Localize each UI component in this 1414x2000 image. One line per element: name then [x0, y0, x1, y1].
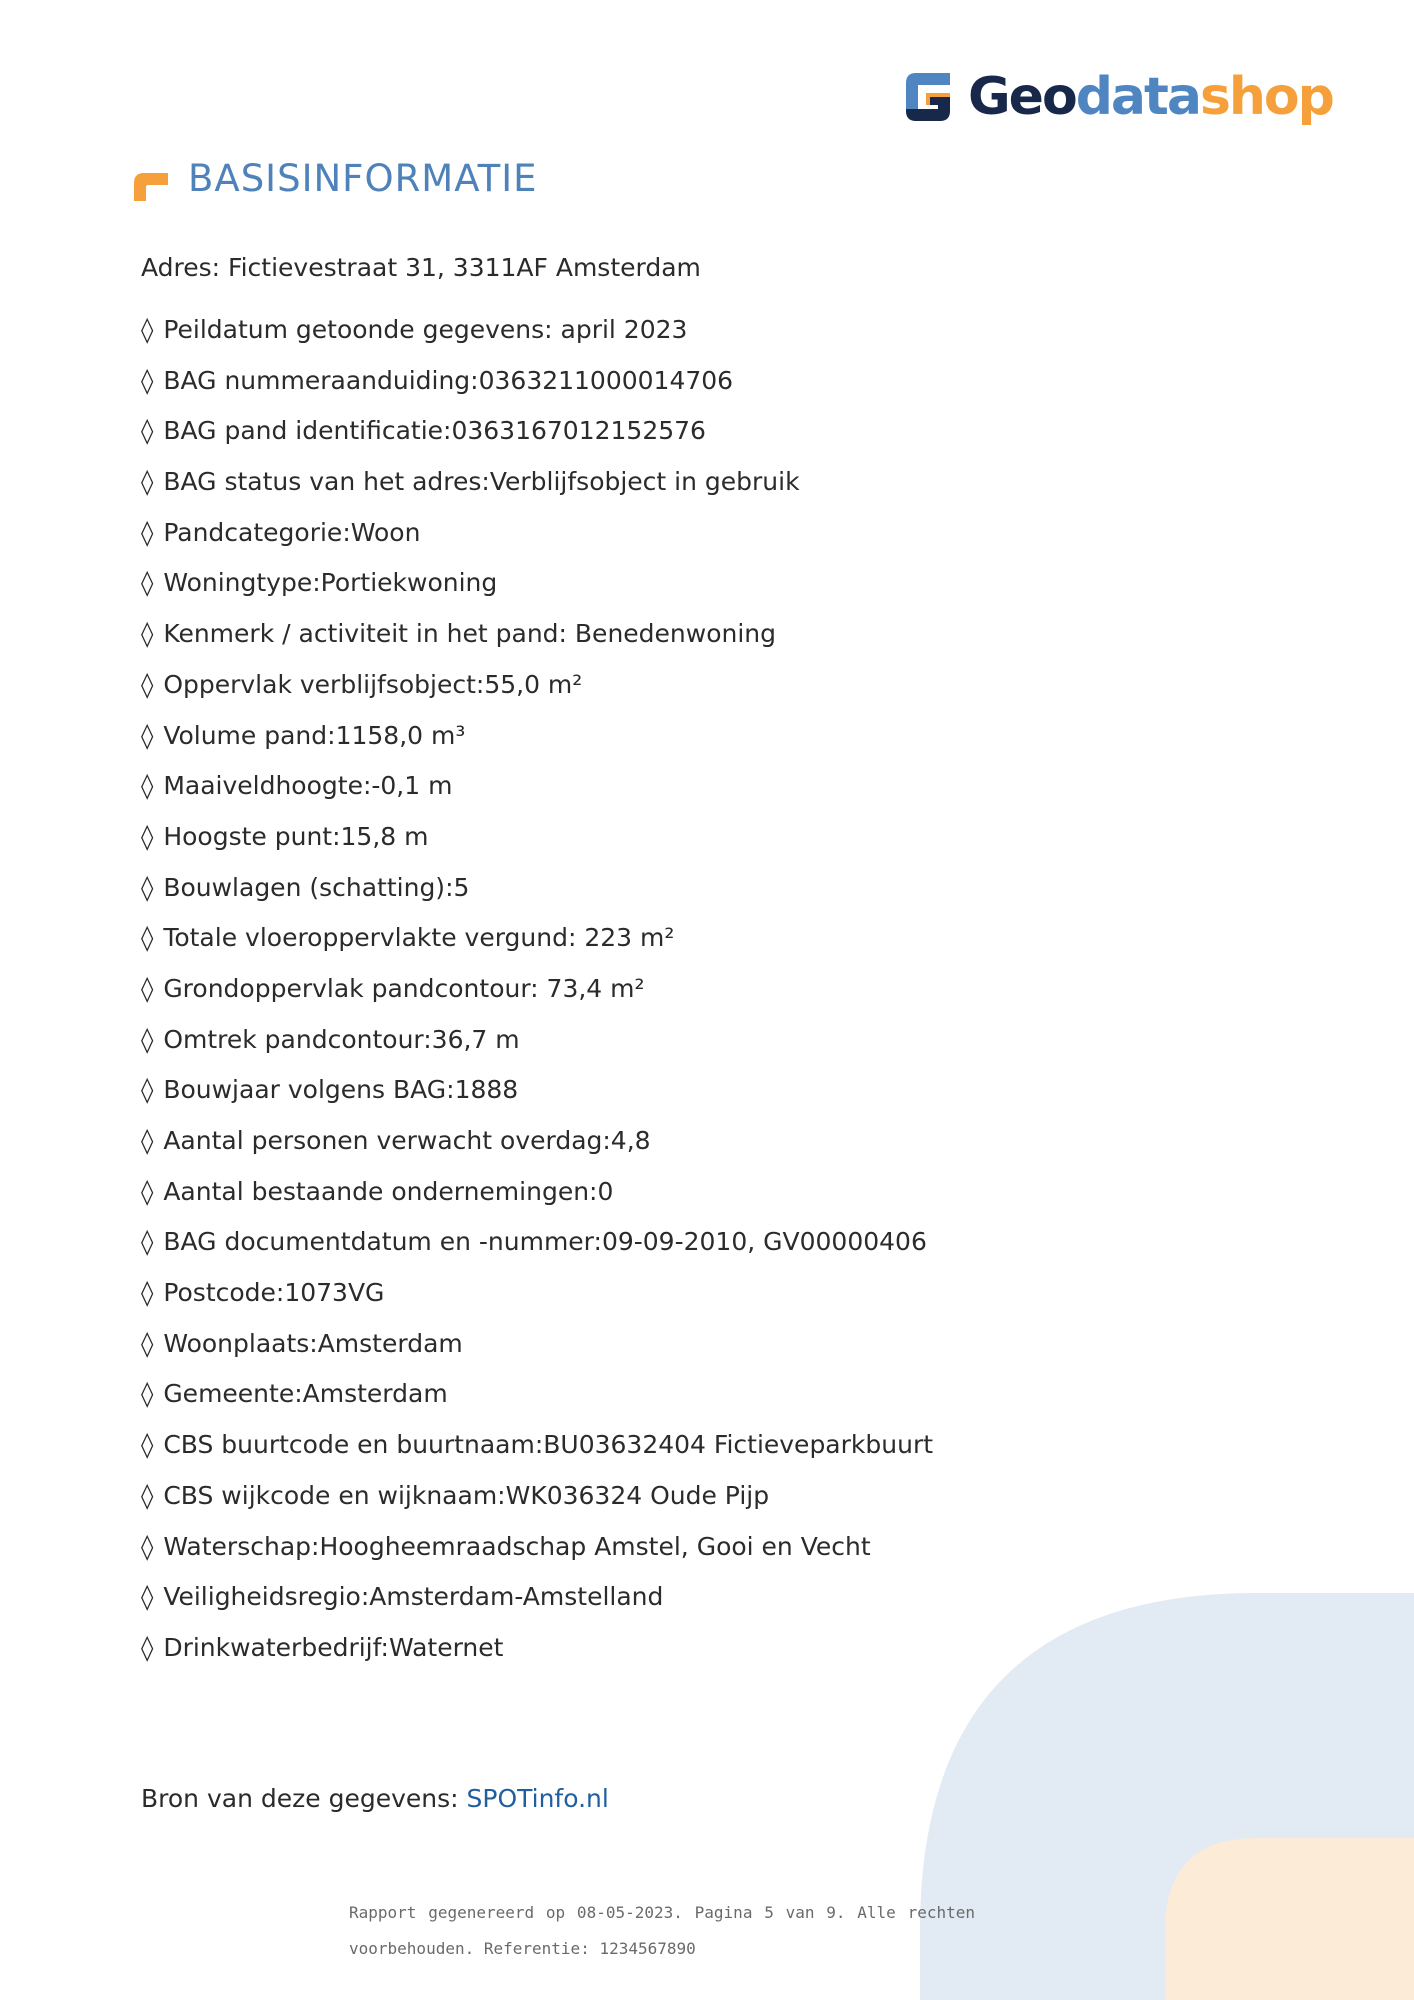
- fact-item: [141, 1527, 1041, 1578]
- fact-item: [141, 361, 1041, 412]
- diamond-bullet-icon: ◊: [141, 720, 154, 750]
- fact-text: Gemeente:Amsterdam: [163, 1379, 448, 1409]
- fact-text: Bouwlagen (schatting):5: [163, 872, 470, 902]
- logo-mark-icon: [900, 69, 956, 125]
- source-label: Bron van deze gegevens:: [141, 1784, 467, 1813]
- fact-item: [141, 310, 1041, 361]
- corner-bracket-icon: [134, 169, 170, 201]
- fact-text: Drinkwaterbedrijf:Waternet: [163, 1632, 504, 1662]
- fact-text: CBS wijkcode en wijknaam:WK036324 Oude Pijp: [163, 1480, 770, 1510]
- address-line: Adres: Fictievestraat 31, 3311AF Amsterdam: [141, 253, 701, 282]
- fact-text: Waterschap:Hoogheemraadschap Amstel, Gooi en Vecht: [163, 1531, 871, 1561]
- footer-line-2: voorbehouden. Referentie: 1234567890: [349, 1939, 696, 1958]
- basic-info-content: [141, 248, 1041, 1679]
- diamond-bullet-icon: ◊: [141, 1278, 154, 1308]
- fact-item: [141, 1222, 1041, 1273]
- diamond-bullet-icon: ◊: [141, 1582, 154, 1612]
- fact-item: [141, 1121, 1041, 1172]
- diamond-bullet-icon: ◊: [141, 315, 154, 344]
- fact-item: [141, 462, 1041, 513]
- fact-item: [141, 1172, 1041, 1223]
- diamond-bullet-icon: ◊: [141, 1430, 154, 1460]
- fact-text: Oppervlak verblijfsobject:55,0 m²: [163, 669, 583, 699]
- diamond-bullet-icon: ◊: [141, 973, 154, 1003]
- fact-item: [141, 411, 1041, 462]
- diamond-bullet-icon: ◊: [141, 1531, 154, 1561]
- diamond-bullet-icon: ◊: [141, 619, 154, 649]
- fact-text: BAG nummeraanduiding:0363211000014706: [163, 365, 734, 395]
- fact-item: [141, 614, 1041, 665]
- diamond-bullet-icon: ◊: [141, 1480, 154, 1510]
- source-line: [141, 1779, 609, 1819]
- fact-text: Kenmerk / activiteit in het pand: Benedenwoning: [163, 619, 777, 649]
- fact-item: [141, 563, 1041, 614]
- fact-item: [141, 1374, 1041, 1425]
- fact-item: [141, 918, 1041, 969]
- fact-item: [141, 1476, 1041, 1527]
- diamond-bullet-icon: ◊: [141, 1328, 154, 1358]
- page-footer: [349, 1895, 975, 1967]
- fact-text: Peildatum getoonde gegevens: april 2023: [163, 315, 688, 344]
- logo-geo-text: Geo: [968, 67, 1076, 127]
- fact-text: Aantal bestaande ondernemingen:0: [163, 1176, 614, 1206]
- fact-item: [141, 513, 1041, 564]
- spotinfo-link[interactable]: SPOTinfo.nl: [466, 1784, 609, 1813]
- diamond-bullet-icon: ◊: [141, 1379, 154, 1409]
- logo-wordmark: [968, 67, 1333, 127]
- fact-item: [141, 766, 1041, 817]
- fact-text: Woonplaats:Amsterdam: [163, 1328, 463, 1358]
- diamond-bullet-icon: ◊: [141, 872, 154, 902]
- diamond-bullet-icon: ◊: [141, 771, 154, 801]
- fact-text: Woningtype:Portiekwoning: [163, 568, 498, 598]
- fact-item: [141, 1070, 1041, 1121]
- fact-item: [141, 868, 1041, 919]
- fact-item: [141, 1425, 1041, 1476]
- diamond-bullet-icon: ◊: [141, 821, 154, 851]
- orange-arc-shape: [1165, 1838, 1414, 2000]
- logo-data-text: data: [1075, 67, 1200, 127]
- fact-item: [141, 716, 1041, 767]
- diamond-bullet-icon: ◊: [141, 1075, 154, 1105]
- page-title: BASISINFORMATIE: [188, 156, 538, 200]
- logo-shop-text: shop: [1199, 67, 1333, 127]
- section-heading: [134, 155, 538, 201]
- diamond-bullet-icon: ◊: [141, 568, 154, 598]
- facts-list: [141, 310, 1041, 1679]
- fact-item: [141, 665, 1041, 716]
- fact-text: Volume pand:1158,0 m³: [163, 720, 466, 750]
- fact-text: BAG pand identificatie:0363167012152576: [163, 416, 706, 446]
- fact-text: BAG status van het adres:Verblijfsobject in gebruik: [163, 467, 800, 497]
- fact-item: [141, 817, 1041, 868]
- diamond-bullet-icon: ◊: [141, 1126, 154, 1155]
- fact-text: Maaiveldhoogte:-0,1 m: [163, 771, 453, 801]
- fact-text: Postcode:1073VG: [163, 1278, 385, 1308]
- diamond-bullet-icon: ◊: [141, 1632, 154, 1662]
- fact-item: [141, 1020, 1041, 1071]
- fact-text: Veiligheidsregio:Amsterdam-Amstelland: [163, 1582, 664, 1612]
- fact-item: [141, 1273, 1041, 1324]
- fact-text: Aantal personen verwacht overdag:4,8: [163, 1126, 651, 1155]
- fact-text: Grondoppervlak pandcontour: 73,4 m²: [163, 973, 645, 1003]
- diamond-bullet-icon: ◊: [141, 467, 154, 497]
- diamond-bullet-icon: ◊: [141, 416, 154, 446]
- diamond-bullet-icon: ◊: [141, 1227, 154, 1257]
- fact-text: Bouwjaar volgens BAG:1888: [163, 1075, 519, 1105]
- fact-text: Hoogste punt:15,8 m: [163, 821, 429, 851]
- fact-text: Totale vloeroppervlakte vergund: 223 m²: [163, 923, 675, 953]
- fact-text: CBS buurtcode en buurtnaam:BU03632404 Fictieveparkbuurt: [163, 1430, 934, 1460]
- fact-item: [141, 1577, 1041, 1628]
- fact-item: [141, 969, 1041, 1020]
- fact-item: [141, 1324, 1041, 1375]
- fact-text: Omtrek pandcontour:36,7 m: [163, 1024, 520, 1054]
- diamond-bullet-icon: ◊: [141, 517, 154, 547]
- fact-text: BAG documentdatum en -nummer:09-09-2010, GV00000406: [163, 1227, 927, 1257]
- diamond-bullet-icon: ◊: [141, 669, 154, 699]
- diamond-bullet-icon: ◊: [141, 923, 154, 953]
- diamond-bullet-icon: ◊: [141, 365, 154, 395]
- footer-line-1: Rapport gegenereerd op 08-05-2023. Pagina 5 van 9. Alle rechten: [349, 1903, 975, 1922]
- diamond-bullet-icon: ◊: [141, 1176, 154, 1206]
- diamond-bullet-icon: ◊: [141, 1024, 154, 1054]
- geodatashop-logo: [900, 66, 1333, 128]
- fact-item: [141, 1628, 1041, 1679]
- fact-text: Pandcategorie:Woon: [163, 517, 421, 547]
